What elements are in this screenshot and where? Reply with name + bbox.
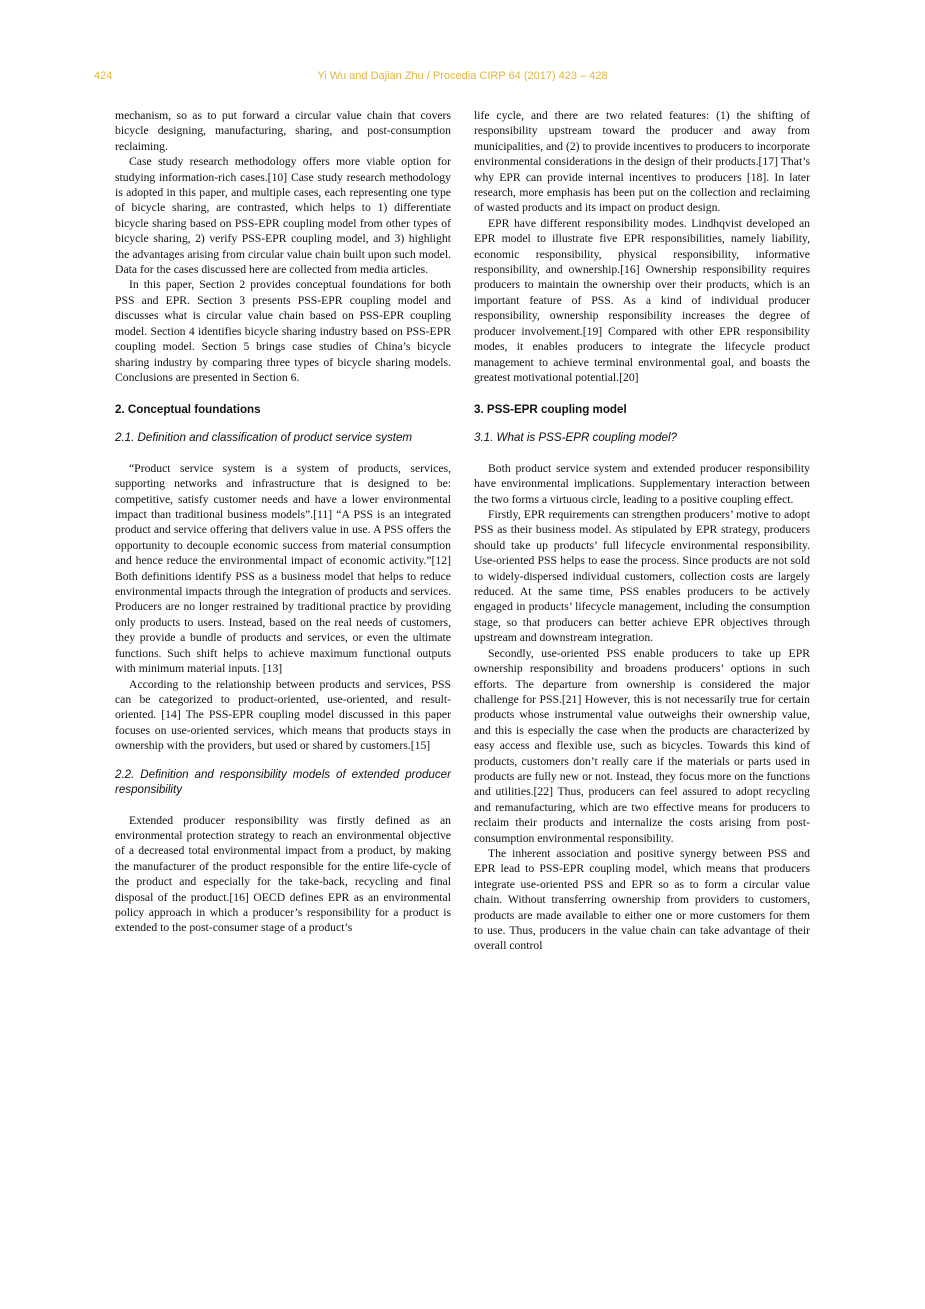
running-title: Yi Wu and Dajian Zhu / Procedia CIRP 64 (2017) 423 – 428: [317, 70, 608, 82]
paragraph: EPR have different responsibility modes. Lindhqvist developed an EPR model to illustrate five EPR responsibilities, namely liability, economic responsibility, physical responsibility, informative responsibility, and ownership.[16] Ownership responsibility requires producers to maintain the ownership over their products, which is an important feature of PSS. As a kind of individual producer responsibility, ownership responsibility increases the degree of producer involvement.[19] Compared with other EPR responsibility modes, it enables producers to integrate the lifecycle product management to achieve terminal environmental goal, and boasts the greatest motivational potential.[20]: [474, 216, 810, 384]
paragraph: life cycle, and there are two related features: (1) the shifting of responsibility upstream toward the producer and away from municipalities, and (2) to provide incentives to producers to incorporate environmental considerations in the design of their products.[17] That’s why EPR can provide internal incentives to producers [18]. In later research, more emphasis has been put on the collection and reclaiming of wasted products and its impact on product design.: [474, 109, 810, 215]
page-number: 424: [94, 70, 113, 82]
paragraph: mechanism, so as to put forward a circular value chain that covers bicycle designing, manufacturing, sharing, and post-consumption reclaiming.: [115, 109, 451, 153]
subsection-heading-2-2: 2.2. Definition and responsibility models of extended producer responsibility: [115, 767, 451, 797]
paragraph: Extended producer responsibility was firstly defined as an environmental protection strategy to reach an environmental objective of a decreased total environmental impact from a product, by making the manufacturer of the product responsible for the entire life-cycle of the product and especially for the take-back, recycling and final disposal of the product.[16] OECD defines EPR as an environmental policy approach in which a producer’s responsibility for a product is extended to the post-consumer stage of a product’s: [115, 813, 451, 935]
paragraph: Case study research methodology offers more viable option for studying information-rich cases.[10] Case study research methodology is adopted in this paper, and multiple cases, each representing one type of bicycle sharing, are contrasted, which helps to 1) differentiate bicycle sharing based on PSS-EPR coupling model from other types of bicycle sharing, 2) verify PSS-EPR coupling model, and 3) highlight the advantages arising from circular value chain built upon such model. Data for the cases discussed here are collected from media articles.: [115, 155, 451, 277]
right-column: [474, 108, 810, 954]
paragraph: “Product service system is a system of products, services, supporting networks and infrastructure that is designed to be: competitive, satisfy customer needs and have a lower environmental impact than traditional business models”.[11] “A PSS is an integrated product and service offering that delivers value in use. A PSS offers the opportunity to decouple economic success from material consumption and hence reduce the environmental impact of economic activity.”[12] Both definitions identify PSS as a business model that helps to reduce environmental impacts through the integration of products and services. Producers are no longer restrained by traditional practice by providing only products to users. Instead, based on the real needs of customers, they provide a bundle of products and services, or even the ultimate functions. Such shift helps to achieve maximum functional outputs with minimum material inputs. [13]: [115, 461, 451, 676]
left-column: [115, 108, 451, 936]
paragraph: In this paper, Section 2 provides conceptual foundations for both PSS and EPR. Section 3 presents PSS-EPR coupling model and discusses what is circular value chain based on PSS-EPR coupling model. Section 4 identifies bicycle sharing industry based on PSS-EPR coupling model. Section 5 brings case studies of China’s bicycle sharing industry by comparing three types of bicycle sharing models. Conclusions are presented in Section 6.: [115, 278, 451, 384]
section-heading-2: 2. Conceptual foundations: [115, 403, 261, 417]
paragraph: According to the relationship between products and services, PSS can be categorized to product-oriented, use-oriented, and result- oriented. [14] The PSS-EPR coupling model discussed in this paper focuses on use-oriented services, which means that products stays in ownership with the providers, but used or shared by customers.[15]: [115, 677, 451, 753]
paragraph: Both product service system and extended producer responsibility have environmental implications. Supplementary interaction between the two forms a virtuous circle, leading to a positive coupling effect.: [474, 461, 810, 506]
subsection-heading-3-1: 3.1. What is PSS-EPR coupling model?: [474, 431, 677, 445]
paragraph: Firstly, EPR requirements can strengthen producers’ motive to adopt PSS as their business model. As stipulated by EPR strategy, producers should take up products’ full lifecycle environmental responsibility. Use-oriented PSS helps to ease the process. Since products are not sold to widely-dispersed individual customers, collection costs are largely reduced. At the same time, PSS enables producers to be actively engaged in products’ lifecycle management, including the consumption stage, so that producers can better achieve EPR objectives through upstream and downstream integration.: [474, 508, 810, 645]
section-heading-3: 3. PSS-EPR coupling model: [474, 403, 627, 417]
subsection-heading-2-1: 2.1. Definition and classification of product service system: [115, 431, 413, 445]
paragraph: Secondly, use-oriented PSS enable producers to take up EPR ownership responsibility and broadens producers’ options in such efforts. The departure from ownership is considered the major challenge for PSS.[21] However, this is not necessarily true for certain products whose instrumental value outweighs their ownership value, and this is especially the case when the products are characterized by easy access and flexible use, such as bicycles. Towards this kind of products, customers don’t really care if the materials or parts used in products are fully new or not. Instead, they focus more on the functions and utilities.[22] Thus, producers can feel assured to adopt recycling and remanufacturing, which are two effective means for producers to reclaim their products and internalize the costs arising from post-consumption environmental responsibility.: [474, 646, 810, 845]
paragraph: The inherent association and positive synergy between PSS and EPR lead to PSS-EPR coupling model, which means that producers integrate use-oriented PSS and EPR so as to form a circular value chain. Without transferring ownership from providers to customers, products are made available to either one or more customers for them to use. Thus, producers in the value chain can take advantage of their overall control: [474, 846, 810, 953]
